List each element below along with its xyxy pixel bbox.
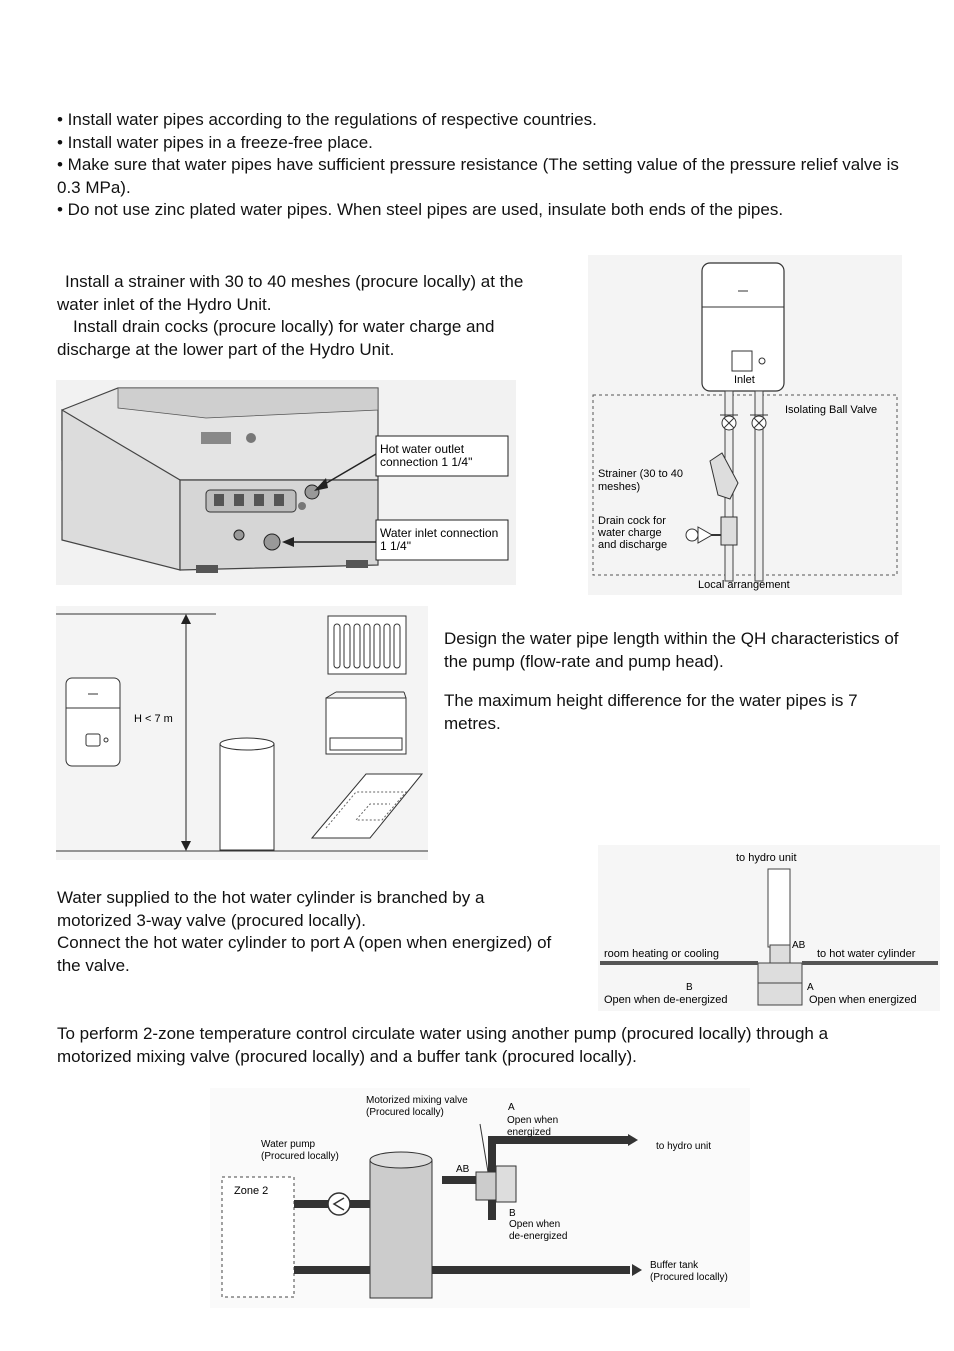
open-energized-label-1: Open when: [507, 1115, 559, 1126]
strainer-paragraph: [57, 271, 567, 361]
to-hydro-label: to hydro unit: [656, 1141, 712, 1152]
strainer-label-1: Strainer (30 to 40: [598, 468, 683, 480]
inlet-label-1: Water inlet connection: [380, 526, 499, 540]
outlet-label-1: Hot water outlet: [380, 442, 465, 456]
cylinder-p1: Water supplied to the hot water cylinder is branched by a motorized 3-way valve (procured locally).: [57, 888, 485, 930]
to-hydro-label: to hydro unit: [736, 852, 797, 864]
to-cylinder-label: to hot water cylinder: [817, 948, 916, 960]
open-energized-label-2: energized: [507, 1127, 551, 1138]
two-zone-text: To perform 2-zone temperature control circulate water using another pump (procured locally) through a motorized mixing valve (procured locally) and a buffer tank (procured locally).: [57, 1024, 829, 1066]
open-deenergized-label-1: Open when: [509, 1219, 561, 1230]
requirement-item: • Install water pipes according to the regulations of respective countries.: [57, 110, 597, 129]
requirement-item: • Do not use zinc plated water pipes. When steel pipes are used, insulate both ends of the pipes.: [57, 200, 784, 219]
hydro-unit-figure: [56, 380, 516, 585]
strainer-text: Install a strainer with 30 to 40 meshes (procure locally) at the water inlet of the Hydro Unit.: [57, 272, 524, 314]
outlet-label-2: connection 1 1/4": [380, 455, 473, 469]
three-way-valve-figure: [598, 845, 940, 1011]
cylinder-p2: Connect the hot water cylinder to port A (open when energized) of the valve.: [57, 933, 552, 975]
port-b-label: B: [686, 982, 693, 993]
two-zone-figure: [210, 1088, 750, 1308]
local-arrangement-caption: Local arrangement: [698, 579, 790, 591]
buffer-tank-label-2: (Procured locally): [650, 1272, 728, 1283]
local-arrangement-figure: [588, 255, 902, 595]
pump-label-1: Water pump: [261, 1139, 316, 1150]
mixing-valve-label-1: Motorized mixing valve: [366, 1095, 468, 1106]
ab-label: AB: [456, 1164, 470, 1175]
room-label: room heating or cooling: [604, 948, 719, 960]
height-figure: [56, 606, 428, 860]
requirement-item: • Install water pipes in a freeze-free place.: [57, 132, 373, 152]
cylinder-paragraph: [57, 887, 557, 977]
open-deenergized-label-2: de-energized: [509, 1231, 568, 1242]
height-label: H < 7 m: [134, 713, 173, 725]
isolating-valve-text: Isolating Ball Valve: [785, 404, 878, 416]
port-b-label: B: [509, 1208, 516, 1219]
inlet-label-2: 1 1/4": [380, 539, 411, 553]
strainer-label-2: meshes): [598, 481, 641, 493]
drain-label-3: and discharge: [598, 539, 668, 551]
zone-label: Zone 2: [234, 1185, 269, 1197]
port-a-label: A: [807, 982, 814, 993]
pipe-length-p2: The maximum height difference for the water pipes is 7 metres.: [444, 691, 858, 733]
mixing-valve-label-2: (Procured locally): [366, 1107, 444, 1118]
pipe-length-text: [444, 628, 914, 735]
open-deenergized-label: Open when de-energized: [604, 994, 728, 1006]
ab-label: AB: [792, 940, 806, 951]
drain-label-2: water charge: [598, 527, 662, 539]
drain-text: Install drain cocks (procure locally) for water charge and discharge at the lower part of the Hydro Unit.: [57, 317, 495, 359]
pipe-length-p1: Design the water pipe length within the QH characteristics of the pump (flow-rate and pump head).: [444, 629, 899, 671]
buffer-tank-label-1: Buffer tank: [650, 1260, 699, 1271]
inlet-text: Inlet: [734, 374, 755, 386]
port-a-label: A: [508, 1102, 515, 1113]
open-energized-label: Open when energized: [809, 994, 917, 1006]
requirements-list: [57, 109, 917, 222]
pump-label-2: (Procured locally): [261, 1151, 339, 1162]
drain-label-1: Drain cock for: [598, 515, 666, 527]
requirement-item: • Make sure that water pipes have sufficient pressure resistance (The setting value of the pressure relief valve is 0.3 MPa).: [57, 155, 899, 197]
